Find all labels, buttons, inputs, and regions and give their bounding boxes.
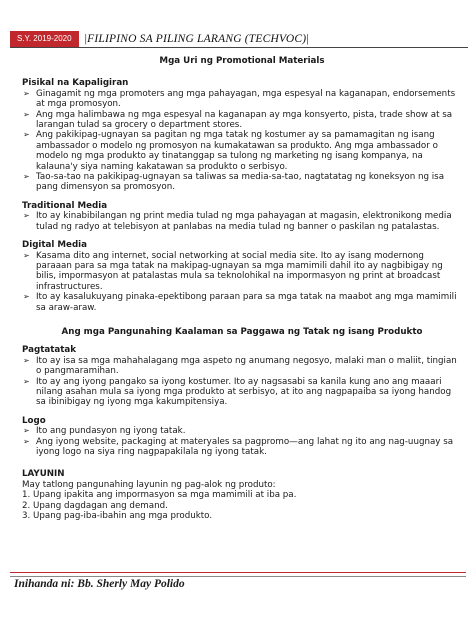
section-digital-media (22, 240, 462, 313)
course-title: |FILIPINO SA PILING LARANG (TECHVOC)| (84, 33, 309, 45)
section-layunin (22, 469, 462, 521)
prepared-by: Inihanda ni: Bb. Sherly May Polido (14, 578, 185, 590)
list-item-text: Ang pakikipag-ugnayan sa pagitan ng mga tatak ng kostumer ay sa pamamagitan ng isang ambassador o modelo ng promosyon na kumakatawan sa produkto. Ang mga ambassador o modelo ng mga produkto ay tinatanggap sa tulong ng marketing ng isang kompanya, na kalauna'y siya naming kakatawan sa produkto o serbisyo. (36, 130, 438, 172)
header-divider (10, 47, 468, 48)
list-item (22, 211, 462, 232)
arrow-bullet-icon: ➢ (23, 172, 30, 182)
list-item-text: Ito ay kinabibilangan ng print media tulad ng mga pahayagan at magasin, elektronikong media tulad ng radyo at telebisyon at panlabas na media tulad ng banner o paskilan ng patalastas. (36, 211, 452, 232)
bullet-list (22, 89, 462, 193)
list-item-text: Ito ay ang iyong pangako sa iyong kostumer. Ito ay nagsasabi sa kanila kung ano ang maaari nilang asahan mula sa iyong mga produkto at serbisyo, at ito ang nagpapaiba sa iyong handog sa ibinibigay ng iyong mga kakumpitensiya. (36, 376, 452, 408)
doc-title: Mga Uri ng Promotional Materials (159, 56, 325, 66)
goal-item: 2. Upang dagdagan ang demand. (22, 500, 168, 511)
arrow-bullet-icon: ➢ (23, 376, 30, 386)
list-item (22, 89, 462, 110)
arrow-bullet-icon: ➢ (23, 250, 30, 260)
goals-intro: May tatlong pangunahing layunin ng pag-alok ng produto: (22, 479, 276, 490)
arrow-bullet-icon: ➢ (23, 130, 30, 140)
list-item-text: Ito ay isa sa mga mahahalagang mga aspeto ng anumang negosyo, malaki man o maliit, tingian o pangmaramihan. (36, 355, 457, 377)
bullet-list (22, 211, 462, 232)
page-header (10, 31, 309, 47)
list-item-text: Ito ay kasalukuyang pinaka-epektibong paraan para sa mga tatak na maabot ang mga mamimili sa araw-araw. (36, 292, 457, 313)
list-item-text: Kasama dito ang internet, social networking at social media site. Ito ay isang modernong paraaan para sa mga tatak na makipag-ugnayan sa mga mamimili dahil ito ay nagbibigay ng bilis, impormasyon at patalastas mula sa teknolohikal na impormasyon ng print at broadcast infrastructures. (36, 250, 443, 292)
list-item (22, 426, 462, 436)
section-heading: Logo (22, 415, 46, 426)
section-pagtatatak (22, 345, 462, 407)
section-traditional-media (22, 201, 462, 232)
school-year-badge: S.Y. 2019-2020 (10, 31, 79, 47)
section-heading: Traditional Media (22, 200, 108, 211)
list-item (22, 292, 462, 313)
arrow-bullet-icon: ➢ (23, 109, 30, 119)
section-heading: Pagtatatak (22, 345, 77, 356)
section-logo (22, 416, 462, 458)
bullet-list (22, 426, 462, 457)
list-item (22, 130, 462, 172)
arrow-bullet-icon: ➢ (23, 292, 30, 302)
list-item (22, 110, 462, 131)
list-item-text: Ito ang pundasyon ng iyong tatak. (36, 426, 186, 437)
list-item-text: Ang iyong website, packaging at materyales sa pagpromo—ang lahat ng ito ang nag-uugnay sa iyong logo na siya ring nagpapakilala ng iyong tatak. (36, 436, 454, 457)
footer-divider (10, 576, 466, 577)
list-item-text: Ang mga halimbawa ng mga espesyal na kaganapan ay mga konsyerto, pista, trade show at sa larangan tulad sa grocery o department stores. (36, 109, 453, 131)
list-item (22, 437, 462, 458)
list-item (22, 356, 462, 377)
list-item (22, 251, 462, 293)
footer-divider-accent (10, 572, 466, 573)
document-body (22, 56, 462, 521)
arrow-bullet-icon: ➢ (23, 355, 30, 365)
doc-title-2: Ang mga Pangunahing Kaalaman sa Paggawa ng Tatak ng isang Produkto (61, 326, 423, 337)
list-item-text: Tao-sa-tao na pakikipag-ugnayan sa taliwas sa media-sa-tao, nagtatatag ng koneksyon ng isa pang dimensyon sa promosyon. (36, 172, 445, 193)
goal-item: 3. Upang pag-iba-ibahin ang mga produkto. (22, 511, 213, 522)
course-title-text: FILIPINO SA PILING LARANG (TECHVOC) (87, 33, 307, 45)
arrow-bullet-icon: ➢ (23, 88, 30, 98)
section-pisikal (22, 78, 462, 192)
arrow-bullet-icon: ➢ (23, 436, 30, 446)
arrow-bullet-icon: ➢ (23, 211, 30, 221)
goal-item: 1. Upang ipakita ang impormasyon sa mga mamimili at iba pa. (22, 490, 297, 501)
list-item (22, 377, 462, 408)
section-heading: Digital Media (22, 240, 87, 251)
section-heading: Pisikal na Kapaligiran (22, 78, 129, 89)
arrow-bullet-icon: ➢ (23, 426, 30, 436)
list-item-text: Ginagamit ng mga promoters ang mga pahayagan, mga espesyal na kaganapan, endorsements at mga promosyon. (36, 88, 456, 110)
section-heading: LAYUNIN (22, 469, 65, 480)
bullet-list (22, 356, 462, 408)
list-item (22, 172, 462, 193)
bullet-list (22, 251, 462, 313)
